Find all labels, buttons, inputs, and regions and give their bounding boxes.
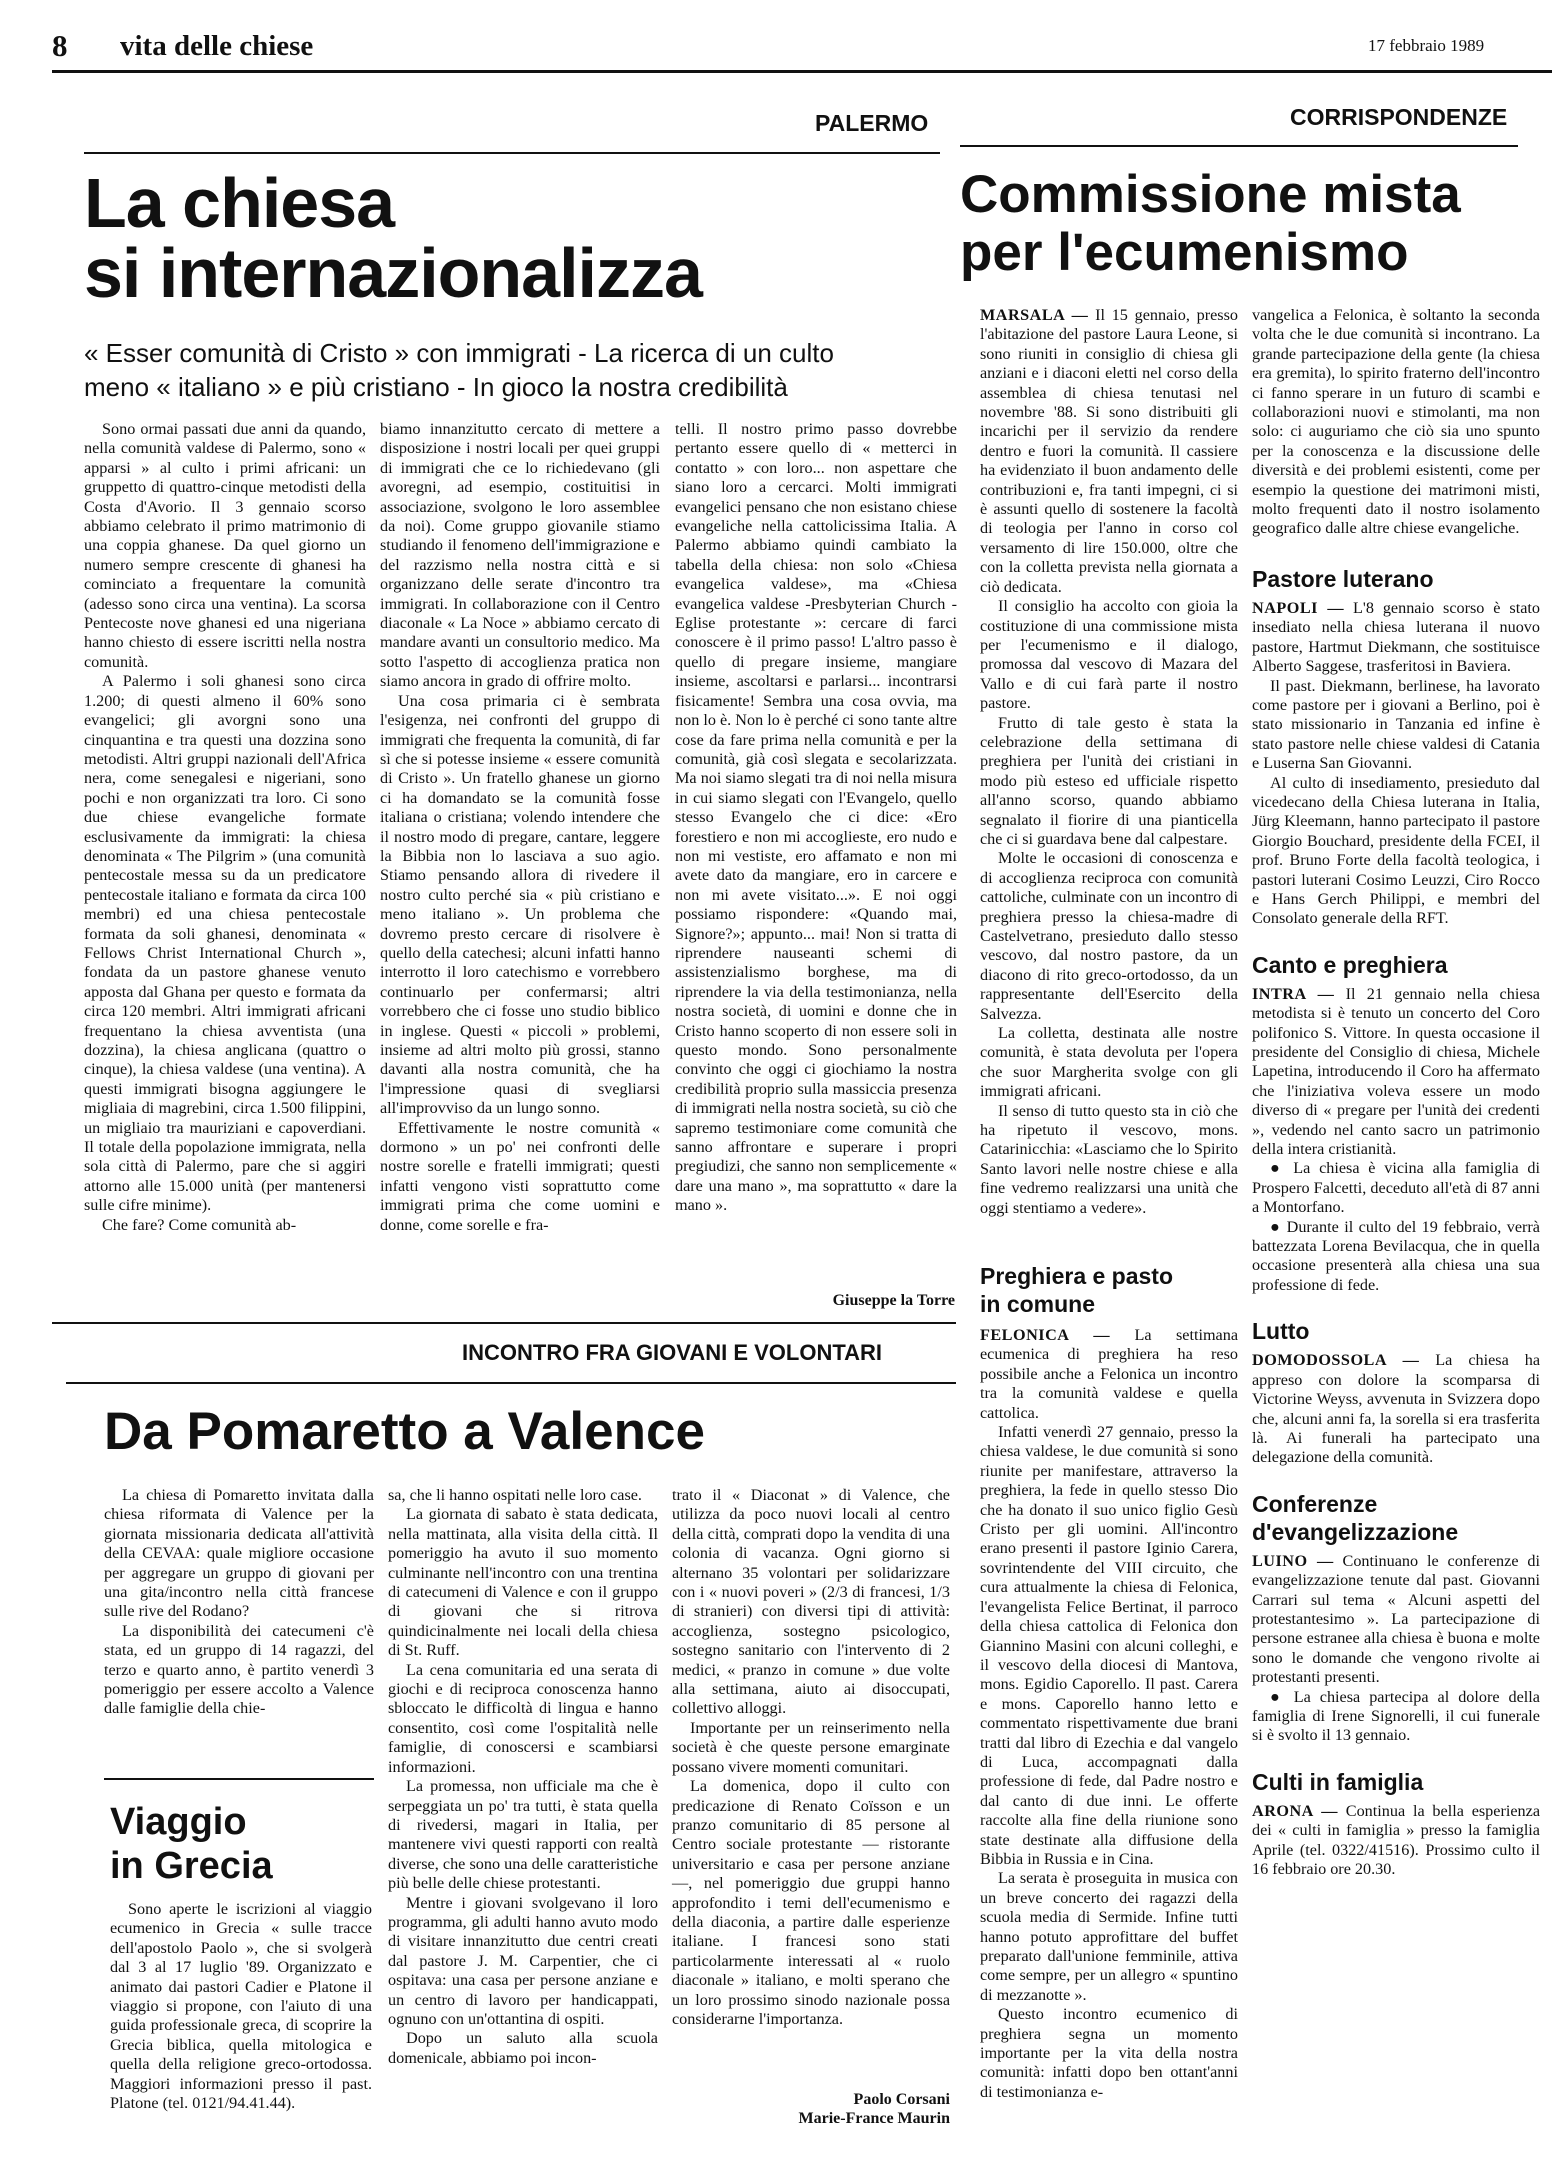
header-rule — [52, 70, 1552, 73]
paragraph: Infatti venerdì 27 gennaio, presso la chiesa valdese, le due comunità si sono riunite per manifestare, attraverso la preghiera, la fede in quello stesso Dio che ha donato il suo unico figlio Gesù Cristo per gli uomini. All'incontro erano presenti il pastore Iginio Carera, sovrintendente del VIII circuito, che cura attualmente la chiesa di Felonica, l'evangelista Felice Bertinat, il parroco della chiesa cattolica di Felonica don Giannino Masini con alcuni colleghi, e il vescovo della diocesi di Mantova, mons. Egidio Caporello. Il past. Carera e mons. Caporello hanno letto e commentato rispettivamente due brani tratti dal libro di Ezechia e dal vangelo di Luca, accompagnati dalla professione di fede, dal Padre nostro e dal canto di due inni. Le offerte raccolte alla fine della riunione sono state destinate alla diffusione della Bibbia in Russia e in Cina. — [980, 1423, 1238, 1868]
paragraph: Importante per un reinserimento nella società è che queste persone emarginate possano vivere momenti comunitari. — [672, 1718, 950, 1776]
palermo-headline-line1: La chiesa — [84, 164, 395, 242]
paragraph-text: Il 21 gennaio nella chiesa metodista si è tenuto un concerto del Coro polifonico S. Vittore. In questa occasione il presidente del Consiglio di chiesa, Michele Lapetina, introducendo il Coro ha affermato che l'iniziativa voleva essere un modo diverso di « pregare per l'unità dei credenti », vedendo nel canto sacro un patrimonio della intera cristianità. — [1252, 984, 1540, 1159]
heading-line: Preghiera e pasto — [980, 1263, 1174, 1289]
canto-body — [1252, 985, 1540, 1296]
paragraph — [1252, 985, 1540, 1160]
paragraph — [1252, 599, 1540, 677]
heading-line: Viaggio — [110, 1801, 247, 1843]
bullet-paragraph: ● La chiesa è vicina alla famiglia di Prospero Falcetti, deceduto all'età di 87 anni a Montorfano. — [1252, 1159, 1540, 1217]
paragraph: Mentre i giovani svolgevano il loro programma, gli adulti hanno avuto modo di visitare innanzitutto due centri creati dal pastore J. M. Carpentier, che ci ospitava: una casa per persone anziane e un centro di lavoro per handicappati, ognuno con un'ottantina di ospiti. — [388, 1893, 658, 2028]
ecumenismo-headline-line1: Commissione mista — [960, 165, 1461, 224]
paragraph — [1252, 1552, 1540, 1688]
bullet-paragraph: ● La chiesa partecipa al dolore della famiglia di Irene Signorelli, il cui funerale si è svolto il 13 gennaio. — [1252, 1687, 1540, 1745]
signature-line: Paolo Corsani — [853, 2091, 950, 2108]
grecia-headline — [110, 1800, 273, 1888]
paragraph: La promessa, non ufficiale ma che è serpeggiata un po' tra tutti, è stata quella di rivedersi, magari in Italia, per mantenere vivi questi rapporti con realtà diverse, che sono una delle caratteristiche più belle delle chiese protestanti. — [388, 1777, 658, 1893]
heading-line: in comune — [980, 1291, 1096, 1317]
palermo-subtitle-line2: meno « italiano » e più cristiano - In gioco la nostra credibilità — [84, 372, 788, 402]
paragraph: Molte le occasioni di conoscenza e di accoglienza reciproca con comunità cattoliche, culminate con un incontro di preghiera presso la chiesa-madre di Castelvetrano, presieduto dallo stesso vescovo, dal nostro pastore, da un diacono di rito greco-ortodosso, da un rappresentante dell'Esercito della Salvezza. — [980, 849, 1238, 1023]
heading-line: Conferenze — [1252, 1490, 1378, 1517]
paragraph: Al culto di insediamento, presieduto dal vicedecano della Chiesa luterana in Italia, Jürg Kleemann, hanno partecipato il pastore Giorgio Bouchard, presidente della FCEI, il prof. Bruno Forte della facoltà teologica, i pastori luterani Cosimo Leuzzi, Ciro Rocco e Hans Gerch Philippi, e membri del Consolato generale della RFT. — [1252, 773, 1540, 928]
dateline: INTRA — — [1252, 984, 1335, 1003]
paragraph: La cena comunitaria ed una serata di giochi e di reciproca conoscenza hanno sbloccato le difficoltà di lingua e hanno consentito, così come l'ospitalità nelle famiglie, di conoscersi e scambiarsi informazioni. — [388, 1660, 658, 1776]
marsala-column — [980, 306, 1238, 1218]
pomaretto-headline: Da Pomaretto a Valence — [104, 1402, 705, 1461]
paragraph: Sono ormai passati due anni da quando, nella comunità valdese di Palermo, sono « apparsi » al culto i primi africani: un gruppetto di quattro-cinque metodisti della Costa d'Avorio. Il 3 gennaio scorso abbiamo celebrato il primo matrimonio di una coppia ghanese. Da quel giorno un numero sempre crescente di ghanesi ha cominciato a frequentare la comunità (adesso sono circa una ventina). La scorsa Pentecoste nove ghanesi ed una nigeriana hanno chiesto di essere iscritti nella nostra comunità. — [84, 420, 366, 671]
paragraph: Effettivamente le nostre comunità « dormono » un po' nei confronti delle nostre sorelle e fratelli immigrati; questi infatti vengono visti soprattutto come immigrati prima che come uomini e donne, come sorelle e fra- — [380, 1118, 660, 1234]
palermo-column-3 — [675, 420, 957, 1216]
paragraph-text: Continuano le conferenze di evangelizzazione tenute dal past. Giovanni Carrari sul tema « Alcuni aspetti del protestantesimo ». La partecipazione di persone estranee alla chiesa è buona e molte sono le domande che vengono rivolte ai protestanti presenti. — [1252, 1551, 1540, 1687]
paragraph: Una cosa primaria ci è sembrata l'esigenza, nei confronti del gruppo di immigrati che frequenta la comunità, di far sì che si potesse insieme « essere comunità di Cristo ». Un fratello ghanese un giorno ci ha domandato se la comunità fosse italiana o cristiana; volendo intendere che il nostro modo di pregare, cantare, leggere la Bibbia non lo lasciava a suo agio. Stiamo pensando allora di rivedere il nostro culto perché sia « più cristiano e meno italiano ». Un problema che dovremo presto cercare di risolvere è quello della catechesi; alcuni infatti hanno interrotto il loro catechismo e vorrebbero continuarlo per confermarsi; altri vorrebbero che ci fosse uno studio biblico in inglese. Questi « piccoli » problemi, insieme ad altri molto più grossi, stanno davanti alla nostra comunità, che ha l'impressione quasi di svegliarsi all'improvviso da un lungo sonno. — [380, 691, 660, 1118]
paragraph: A Palermo i soli ghanesi sono circa 1.200; di questi almeno il 60% sono evangelici; gli avorgni sono una cinquantina e tra questi una dozzina sono metodisti. Altri gruppi nazionali dell'Africa nera, come senegalesi e nigeriani, sono pochi e non organizzati tra loro. Ci sono due chiese evangeliche formate esclusivamente da immigrati: la chiesa denominata « The Pilgrim » (una comunità pentecostale messa su da un predicatore pentecostale italiano e formata da circa 100 membri) ed una chiesa pentecostale formata da soli ghanesi, denominata « Fellows Christ International Church », fondata da un pastore ghanese venuto apposta dal Ghana per questo e formata da circa 120 membri. Altri immigrati africani frequentano la chiesa avventista (una dozzina), la chiesa anglicana (quattro o cinque), la chiesa valdese (una ventina). A questi immigrati bisogna aggiungere le migliaia di magrebini, circa 1.500 filippini, un migliaio tra mauriziani e capoverdiani. Il totale della popolazione immigrata, nella sola città di Palermo, pare che si aggiri attorno alle 15.000 unità (per mantenersi sulle cifre minime). — [84, 672, 366, 1215]
paragraph: Il past. Diekmann, berlinese, ha lavorato come pastore per i giovani a Berlino, poi è stato missionario in Tanzania ed infine è stato pastore nelle chiese valdesi di Catania e Luserna San Giovanni. — [1252, 676, 1540, 773]
issue-date: 17 febbraio 1989 — [1368, 36, 1485, 55]
pomaretto-column-2 — [388, 1486, 658, 2068]
paragraph: vangelica a Felonica, è soltanto la seconda volta che le due comunità si incontrano. La grande partecipazione della gente (la chiesa era gremita), lo spirito fraterno dell'incontro ci fanno sperare in un futuro di scambi e collaborazioni nuovi e stimolanti, ma non solo: ci auguriamo che ciò sia uno spunto per la conoscenza e la discussione delle diversità e dei problemi esistenti, come per esempio la questione dei matrimoni misti, molto frequenti dato il nostro isolamento geografico dalle altre chiese evangeliche. — [1252, 306, 1540, 538]
culti-heading: Culti in famiglia — [1252, 1768, 1424, 1795]
page-number: 8 — [52, 28, 68, 63]
dateline: MARSALA — — [980, 306, 1089, 324]
dateline: FELONICA — — [980, 1326, 1111, 1344]
conferenze-heading — [1252, 1490, 1540, 1546]
preghiera-heading — [980, 1262, 1238, 1318]
palermo-column-1 — [84, 420, 366, 1235]
paragraph: La domenica, dopo il culto con predicazione di Renato Coïsson e un pranzo comunitario di 85 persone al Centro sociale protestante — ristorante universitario e casa per persone anziane —, nel pomeriggio due gruppi hanno approfondito i temi dell'ecumenismo e della diaconia, a partire dalle esperienze italiane. I francesi sono stati particolarmente interessati al « ruolo diaconale » italiano, e molti sperano che un loro prossimo sinodo nazionale possa considerarne l'importanza. — [672, 1777, 950, 2028]
signature-line: Marie-France Maurin — [798, 2110, 950, 2127]
heading-line: d'evangelizzazione — [1252, 1518, 1459, 1545]
palermo-subtitle — [84, 336, 954, 404]
palermo-subtitle-line1: « Esser comunità di Cristo » con immigrati - La ricerca di un culto — [84, 338, 834, 368]
paragraph — [1252, 1351, 1540, 1467]
preghiera-article — [980, 1262, 1238, 2102]
paragraph: Il consiglio ha accolto con gioia la costituzione di una commissione mista per l'ecumenismo e il dialogo, promossa dal vescovo di Mazara del Vallo e di cui farà parte il nostro pastore. — [980, 597, 1238, 713]
paragraph: La disponibilità dei catecumeni c'è stata, ed un gruppo di 14 ragazzi, del terzo e quarto anno, è partito venerdì 3 pomeriggio per essere accolto a Valence dalle famiglie della chie- — [104, 1621, 374, 1718]
paragraph: Frutto di tale gesto è stata la celebrazione della settimana di preghiera per l'unità dei cristiani in modo più esteso ed ufficiale rispetto all'anno scorso, quando abbiamo segnalato il fiorire di una pianticella che ci si guardava bene dal calpestare. — [980, 713, 1238, 848]
paragraph — [1252, 1802, 1540, 1880]
lutto-heading: Lutto — [1252, 1318, 1310, 1345]
dateline: LUINO — — [1252, 1551, 1334, 1570]
corrispondenze-rule — [960, 145, 1518, 147]
paragraph: biamo innanzitutto cercato di mettere a disposizione i nostri locali per quei gruppi di immigrati che ce lo richiedevano (gli avoregni, ad esempio, costituitisi in associazione, svolgono le loro assemblee da noi). Come gruppo giovanile stiamo studiando il fenomeno dell'immigrazione e del razzismo nella nostra città e si organizzano delle serate d'incontro tra immigrati. In collaborazione con il Centro diaconale « La Noce » abbiamo cercato di mandare avanti un consultorio medico. Ma sotto l'aspetto di accoglienza pratica non siamo ancora in grado di offrire molto. — [380, 420, 660, 691]
grecia-body — [110, 1900, 372, 2113]
palermo-headline — [84, 164, 702, 312]
paragraph: telli. Il nostro primo passo dovrebbe pertanto essere quello di « metterci in contatto » con loro... non aspettare che siano loro a cercarci. Molti immigrati evangelici pensano che non esistano chiese evangeliche nella cattolicissima Italia. A Palermo abbiamo quindi cambiato la tabella della chiesa: non solo «Chiesa evangelica valdese», ma «Chiesa evangelica valdese -Presbyterian Church - Eglise protestante »: cercare di farci conoscere è il primo passo! L'altro passo è quello di pregare insieme, mangiare insieme, ascoltarsi e parlarsi... incontrarsi fisicamente! Sembra una cosa ovvia, ma non lo è. Non lo è perché ci sono tante altre cose da fare prima nella comunità e per la comunità, già così slegata e secolarizzata. Ma noi siamo slegati tra di noi nella misura in cui siamo slegati con l'Evangelo, quello stesso Evangelo che ci dice: «Ero forestiero e non mi accoglieste, ero nudo e non mi vestiste, ero affamato e non mi avete dato da mangiare, ero in carcere e non mi avete visitato...». E noi oggi possiamo rispondere: «Quando mai, Signore?»; appunto... mai! Non si tratta di riprendere nauseanti schemi di assistenzialismo borghese, ma di riprendere la via della testimonianza, nella nostra società, di uomini e donne che in Cristo hanno scoperto di non essere soli in questo mondo. Sono personalmente convinto che oggi ci giochiamo la nostra credibilità proprio sulla massiccia presenza di immigrati nella nostra società, su ciò che sapremo testimoniare come comunità che sanno affrontare e superare i propri pregiudizi, che sanno non semplicemente « dare una mano », ma soprattutto « dare la mano ». — [675, 420, 957, 1215]
paragraph-text: L'8 gennaio scorso è stato insediato nella chiesa luterana il nuovo pastore, Hartmut Diekmann, che sostituisce Alberto Saggese, trasferitosi in Baviera. — [1252, 598, 1540, 676]
bullet-paragraph: ● Durante il culto del 19 febbraio, verrà battezzata Lorena Bevilacqua, che in quella occasione presenterà alla chiesa una sua professione di fede. — [1252, 1217, 1540, 1294]
pomaretto-top-rule — [52, 1322, 956, 1324]
pomaretto-signature — [672, 2090, 950, 2128]
palermo-kicker: PALERMO — [815, 110, 929, 136]
luterano-body — [1252, 599, 1540, 929]
paragraph: Dopo un saluto alla scuola domenicale, abbiamo poi incon- — [388, 2029, 658, 2067]
paragraph: La giornata di sabato è stata dedicata, nella mattinata, alla visita della città. Il pomeriggio ha avuto il suo momento culminante nell'incontro con una trentina di catecumeni di Valence e con il gruppo di giovani che si ritrova quindicinalmente nei locali della chiesa di St. Ruff. — [388, 1505, 658, 1660]
luterano-heading: Pastore luterano — [1252, 565, 1434, 592]
paragraph: La colletta, destinata alle nostre comunità, è stata devoluta per l'opera che suor Margherita svolge con gli immigrati africani. — [980, 1024, 1238, 1101]
palermo-headline-line2: si internazionalizza — [84, 234, 702, 312]
paragraph: La serata è proseguita in musica con un breve concerto dei ragazzi della scuola media di Sermide. Infine tutti hanno potuto approfittare del buffet preparato dall'unione femminile, attiva come sempre, per un allegro « spuntino di mezzanotte ». — [980, 1869, 1238, 2004]
section-title: vita delle chiese — [120, 30, 314, 62]
paragraph — [980, 306, 1238, 597]
paragraph: Il senso di tutto questo sta in ciò che ha ripetuto il vescovo, mons. Catarinicchia: «Lasciamo che lo Spirito Santo lavori nelle nostre chiese e alla fine vedremo realizzarsi una unità che oggi stentiamo a vedere». — [980, 1101, 1238, 1217]
preghiera-body — [980, 1326, 1238, 2102]
ecumenismo-headline-line2: per l'ecumenismo — [960, 223, 1409, 282]
culti-body — [1252, 1802, 1540, 1880]
paragraph — [980, 1326, 1238, 1423]
dateline: ARONA — — [1252, 1801, 1338, 1820]
paragraph-text: La settimana ecumenica di preghiera ha reso possibile anche a Felonica un incontro tra la comunità valdese e quella cattolica. — [980, 1326, 1238, 1422]
paragraph-text: La chiesa ha appreso con dolore la scomparsa di Victorine Weyss, avvenuta in Svizzera dopo che, alcuni anni fa, la sorella si era trasferita là. Ai funerali ha partecipato una delegazione della comunità. — [1252, 1351, 1541, 1467]
paragraph: La chiesa di Pomaretto invitata dalla chiesa riformata di Valence per la giornata missionaria dedicata all'attività della CEVAA: quale migliore occasione per aggregare un gruppo di giovani per una gita/incontro nella città francese sulle rive del Rodano? — [104, 1486, 374, 1621]
pomaretto-column-1 — [104, 1486, 374, 1719]
corrispondenze-kicker: CORRISPONDENZE — [1290, 104, 1508, 130]
ecumenismo-headline — [960, 166, 1520, 282]
conferenze-body — [1252, 1552, 1540, 1746]
paragraph-text: Continua la bella esperienza dei « culti in famiglia » presso la famiglia Aprile (tel. 0322/41516). Prossimo culto il 16 febbraio ore 20.30. — [1252, 1801, 1541, 1878]
paragraph: Che fare? Come comunità ab- — [102, 1215, 297, 1234]
heading-line: in Grecia — [110, 1845, 273, 1887]
paragraph-text: Il 15 gennaio, presso l'abitazione del pastore Laura Leone, si sono riuniti in consiglio di chiesa gli anziani e i diaconi eletti nel corso della assemblea di chiesa tenutasi nel novembre '88. Si sono distribuiti gli incarichi per il servizio da rendere dentro e fuori la comunità. Il cassiere ha evidenziato il buon andamento delle contribuzioni e, fra tanti impegni, ci si è assunti quello di sostenere la facoltà di teologia per l'anno in corso col versamento di lire 150.000, oltre che con la colletta prevista nella giornata a ciò dedicata. — [980, 306, 1238, 596]
palermo-column-2 — [380, 420, 660, 1235]
right-column — [1252, 306, 1540, 1879]
lutto-body — [1252, 1351, 1540, 1467]
paragraph: trato il « Diaconat » di Valence, che utilizza da poco nuovi locali al centro della città, comprati dopo la vendita di una colonia di vacanza. Ogni giorno si alternano 35 volontari per solidarizzare con i « nuovi poveri » (2/3 di francesi, 1/3 di stranieri) con diversi tipi di attività: accoglienza, sostegno psicologico, sostegno sanitario con l'intervento di 2 medici, « pranzo in comune » due volte alla settimana, aiuto ai disoccupati, collettivo alloggi. — [672, 1486, 950, 1718]
dateline: NAPOLI — — [1252, 598, 1345, 617]
pomaretto-kicker-rule — [66, 1382, 956, 1384]
palermo-rule — [84, 152, 940, 154]
dateline: DOMODOSSOLA — — [1252, 1351, 1420, 1370]
pomaretto-column-3 — [672, 1486, 950, 2029]
paragraph: Sono aperte le iscrizioni al viaggio ecumenico in Grecia « sulle tracce dell'apostolo Paolo », che si svolgerà dal 3 al 17 luglio '89. Organizzato e animato dai pastori Cadier e Platone il viaggio si propone, con l'aiuto di una guida professionale greca, di scoprire la Grecia biblica, quella mitologica e quella della religione greco-ortodossa. Maggiori informazioni presso il past. Platone (tel. 0121/94.41.44). — [110, 1900, 372, 2113]
canto-heading: Canto e preghiera — [1252, 951, 1448, 978]
felonica-continuation — [1252, 306, 1540, 539]
pomaretto-kicker: INCONTRO FRA GIOVANI E VOLONTARI — [462, 1340, 883, 1365]
grecia-rule — [104, 1778, 374, 1780]
palermo-signature: Giuseppe la Torre — [832, 1292, 955, 1309]
paragraph: Questo incontro ecumenico di preghiera segna un momento importante per la vita della nostra comunità: infatti dopo ben ottant'anni di testimonianza e- — [980, 2005, 1238, 2101]
paragraph: sa, che li hanno ospitati nelle loro case. — [388, 1486, 642, 1504]
